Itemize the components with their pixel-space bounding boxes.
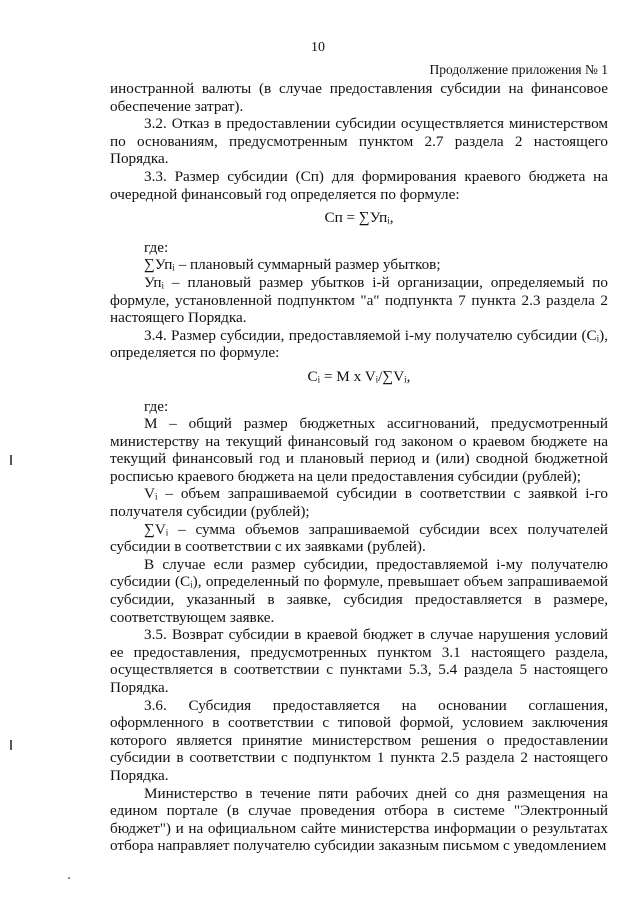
scan-mark [10,740,12,750]
definition: Упᵢ – плановый размер убытков i-й организации, определяемый по формуле, установленной подпунктом "а" подпункта 7 пункта 2.3 раздела 2 настоящего Порядка. [110,273,608,327]
where-label: где: [144,397,169,415]
paragraph: В случае если размер субсидии, предоставляемой i-му получателю субсидии (Cᵢ), определенный по формуле, превышает объем запрашиваемой субсидии, указанный в заявке, субсидия предоставляется в размере, соответствующем заявке. [110,555,608,626]
paragraph: 3.6. Субсидия предоставляется на основании соглашения, оформленного в соответствии с типовой формой, условием заключения которого является принятие министерством решения о предоставлении субсидии в соответствии с подпунктом 1 пункта 2.5 раздела 2 настоящего Порядка. [110,696,608,784]
definition: M – общий размер бюджетных ассигнований, предусмотренный министерству на текущий финансовый год законом о краевом бюджете на текущий финансовый год и плановый период и (или) сводной бюджетной росписью краевого бюджета на цели предоставления субсидии (рублей); [110,415,608,485]
definition: Vᵢ – объем запрашиваемой субсидии в соответствии с заявкой i-го получателя субсидии (рублей); [110,485,608,521]
definition: ∑Vᵢ – сумма объемов запрашиваемой субсидии всех получателей субсидии в соответствии с их заявками (рублей). [110,520,608,556]
paragraph: 3.2. Отказ в предоставлении субсидии осуществляется министерством по основаниям, предусмотренным пунктом 2.7 раздела 2 настоящего Порядка. [110,115,608,168]
definition: ∑Упᵢ – плановый суммарный размер убытков; [144,256,441,274]
paragraph: 3.5. Возврат субсидии в краевой бюджет в случае нарушения условий ее предоставления, предусмотренных пунктом 3.1 настоящего раздела, осуществляется в соответствии с пунктами 5.3, 5.4 раздела 5 настоящего Порядка. [110,626,608,696]
paragraph: Министерство в течение пяти рабочих дней со дня размещения на едином портале (в случае проведения отбора в системе "Электронный бюджет") и на официальном сайте министерства информации о результатах отбора направляет получателю субсидии заказным письмом с уведомлением [110,784,608,855]
where-label: где: [144,238,169,256]
continuation-header: Продолжение приложения № 1 [429,62,608,77]
document-body [110,80,608,855]
scan-dot [68,877,70,879]
formula: Сп = ∑Упᵢ, [324,209,394,227]
paragraph: иностранной валюты (в случае предоставления субсидии на финансовое обеспечение затрат). [110,80,608,115]
paragraph: 3.4. Размер субсидии, предоставляемой i-му получателю субсидии (Cᵢ), определяется по формуле: [110,326,608,362]
page-number: 10 [311,40,325,55]
paragraph: 3.3. Размер субсидии (Сп) для формирования краевого бюджета на очередной финансовый год определяется по формуле: [110,167,608,203]
formula: Cᵢ = M x Vᵢ/∑Vᵢ, [307,367,411,385]
scan-mark [10,455,12,465]
